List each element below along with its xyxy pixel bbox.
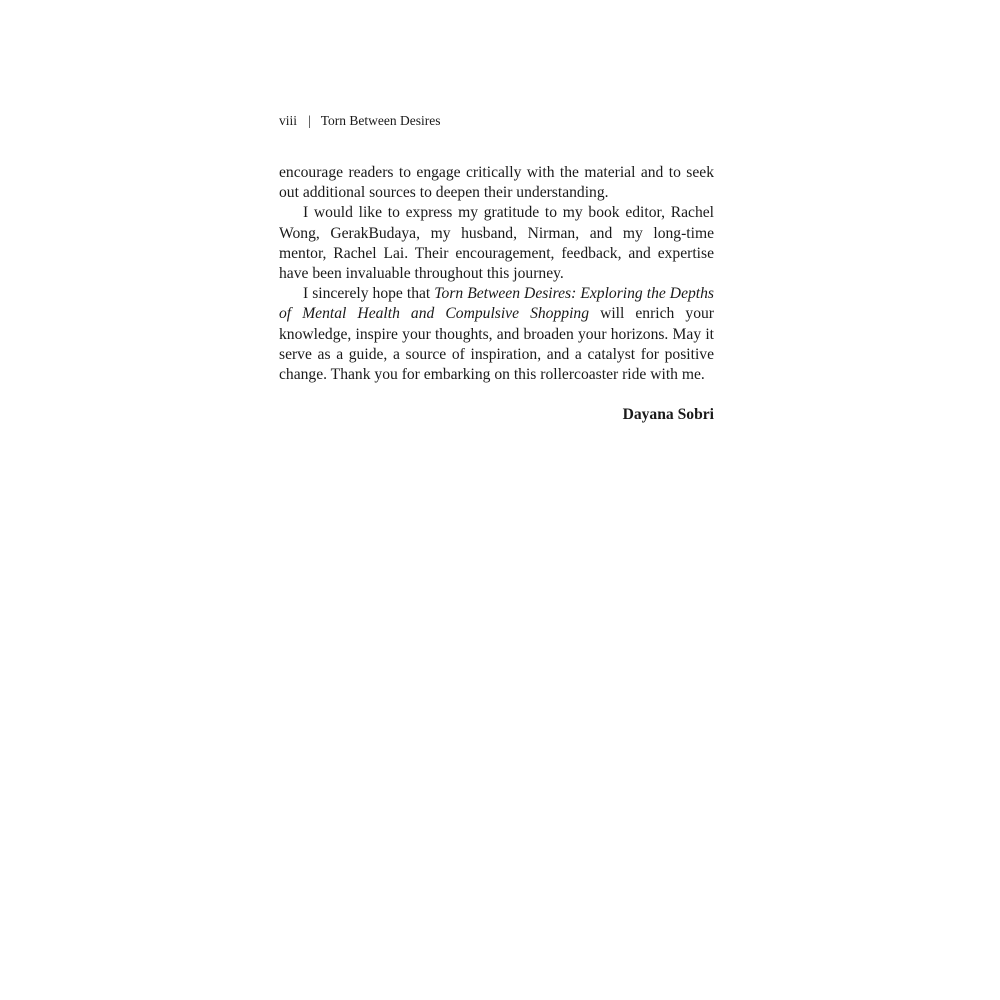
author-signature: Dayana Sobri: [622, 406, 714, 423]
header-separator: |: [308, 113, 311, 128]
paragraph-continuation: encourage readers to engage critically with the material and to seek out additional sources to deepen their understanding.: [279, 164, 714, 202]
paragraph-closing: [279, 284, 714, 385]
paragraph-acknowledgements: I would like to express my gratitude to my book editor, Rachel Wong, GerakBudaya, my husband, Nirman, and my long-time mentor, Rachel Lai. Their encouragement, feedback, and expertise have been invaluable throughout this journey.: [279, 204, 714, 283]
body-text: [279, 163, 714, 385]
running-header: [279, 112, 441, 130]
page-number: viii: [279, 113, 298, 128]
running-title: Torn Between Desires: [320, 113, 441, 128]
closing-text-start: I sincerely hope that: [303, 285, 435, 303]
closing-text-end: will enrich your knowledge, inspire your thoughts, and broaden your horizons. May it serve as a guide, a source of inspiration, and a catalyst for positive change. Thank you for embarking on this rollercoaster ride with me.: [279, 305, 714, 384]
book-title-italic: Torn Between Desires: Exploring the Depths of Mental Health and Compulsive Shopping: [279, 285, 714, 323]
